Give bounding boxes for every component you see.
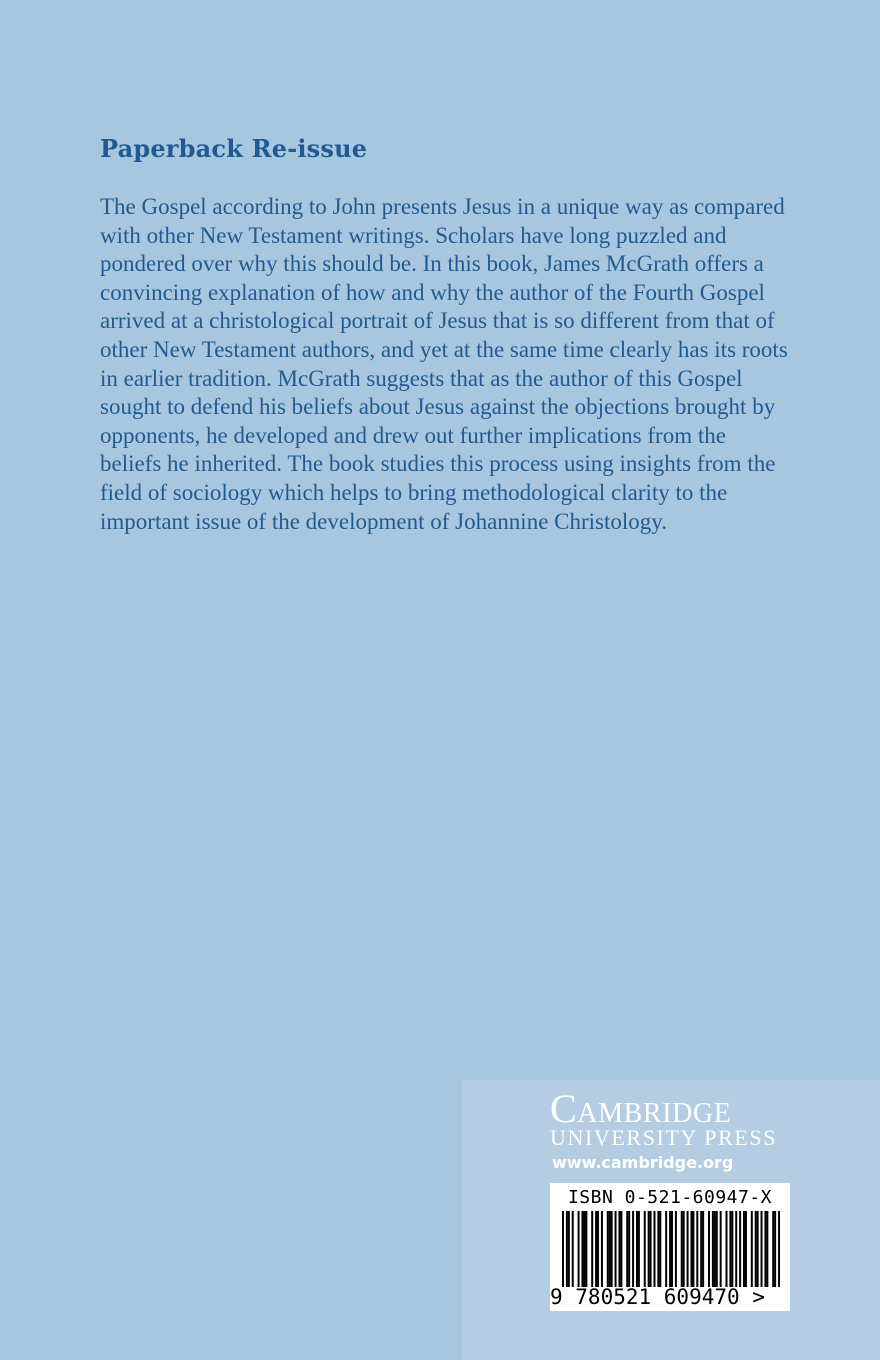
- barcode-bar: [735, 1211, 737, 1287]
- isbn-label: ISBN 0-521-60947-X: [567, 1187, 773, 1208]
- barcode-bar: [601, 1211, 603, 1287]
- barcode-bar: [632, 1211, 634, 1287]
- barcode-bar: [568, 1211, 570, 1287]
- barcode-bar: [729, 1211, 731, 1287]
- barcode-bar: [583, 1211, 585, 1287]
- barcode-bar: [761, 1211, 763, 1287]
- barcode-bar: [671, 1211, 673, 1287]
- barcode-bar: [675, 1211, 677, 1287]
- barcode-bar: [609, 1211, 611, 1287]
- barcode-bar: [726, 1211, 728, 1287]
- barcode-bar: [687, 1211, 689, 1287]
- barcode-bar: [620, 1211, 622, 1287]
- barcode-bar: [751, 1211, 753, 1287]
- barcode-bar: [690, 1211, 692, 1287]
- barcode-bar: [581, 1211, 583, 1287]
- barcode-bar: [611, 1211, 613, 1287]
- barcode-bar: [644, 1211, 646, 1287]
- barcode-bar: [669, 1211, 671, 1287]
- barcode-bar: [648, 1211, 650, 1287]
- barcode-bar: [636, 1211, 638, 1287]
- barcode-bar: [591, 1211, 593, 1287]
- barcode-bar: [708, 1211, 710, 1287]
- barcode-bar: [714, 1211, 716, 1287]
- blurb-text: The Gospel according to John presents Jesus in a unique way as compared with other New Testament writings. Scholars have long puzzled and pondered over why this should be. In this book, James McGrath offers a convincing explanation of how and why the author of the Fourth Gospel arrived at a christological portrait of Jesus that is so different from that of other New Testament authors, and yet at the same time clearly has its roots in earlier tradition. McGrath suggests that as the author of this Gospel sought to defend his beliefs about Jesus against the objections brought by opponents, he developed and drew out further implications from the beliefs he inherited. The book studies this process using insights from the field of sociology which helps to bring methodological clarity to the important issue of the development of Johannine Christology.: [100, 194, 788, 534]
- barcode: [550, 1183, 790, 1311]
- barcode-bar: [743, 1211, 745, 1287]
- barcode-bar: [653, 1211, 655, 1287]
- barcode-bar: [700, 1211, 702, 1287]
- barcode-bar: [562, 1211, 564, 1287]
- barcode-bar: [774, 1211, 776, 1287]
- barcode-bar: [702, 1211, 704, 1287]
- barcode-digits: 9 780521 609470 >: [550, 1285, 765, 1309]
- barcode-bar: [585, 1211, 587, 1287]
- barcode-bar: [607, 1211, 609, 1287]
- barcode-bar: [696, 1211, 698, 1287]
- barcode-bar: [766, 1211, 768, 1287]
- barcode-bar: [572, 1211, 574, 1287]
- barcode-bar: [692, 1211, 694, 1287]
- barcode-bar: [778, 1211, 780, 1287]
- barcode-bar: [615, 1211, 617, 1287]
- barcode-bar: [657, 1211, 659, 1287]
- barcode-bar: [650, 1211, 652, 1287]
- barcode-bar: [716, 1211, 718, 1287]
- barcode-bar: [683, 1211, 685, 1287]
- barcode-bar: [764, 1211, 766, 1287]
- barcode-bar: [659, 1211, 661, 1287]
- barcode-bar: [731, 1211, 733, 1287]
- barcode-bar: [626, 1211, 628, 1287]
- barcode-bar: [618, 1211, 620, 1287]
- barcode-bar: [597, 1211, 599, 1287]
- barcode-bar: [595, 1211, 597, 1287]
- heading: Paperback Re-issue: [100, 134, 368, 163]
- barcode-bar: [745, 1211, 747, 1287]
- barcode-bar: [757, 1211, 759, 1287]
- publisher-logo-name: Cambridge: [550, 1086, 732, 1131]
- barcode-bar: [638, 1211, 640, 1287]
- barcode-bar: [681, 1211, 683, 1287]
- publisher-panel: [462, 1080, 880, 1360]
- barcode-bar: [566, 1211, 568, 1287]
- barcode-bar: [628, 1211, 630, 1287]
- barcode-bar: [755, 1211, 757, 1287]
- barcode-bar: [720, 1211, 722, 1287]
- barcode-bar: [712, 1211, 714, 1287]
- barcode-bar: [665, 1211, 667, 1287]
- publisher-url[interactable]: www.cambridge.org: [552, 1153, 734, 1172]
- publisher-logo-subtitle: UNIVERSITY PRESS: [550, 1125, 778, 1150]
- barcode-bar: [739, 1211, 741, 1287]
- barcode-bar: [772, 1211, 774, 1287]
- barcode-bars: [562, 1211, 780, 1287]
- barcode-bar: [578, 1211, 580, 1287]
